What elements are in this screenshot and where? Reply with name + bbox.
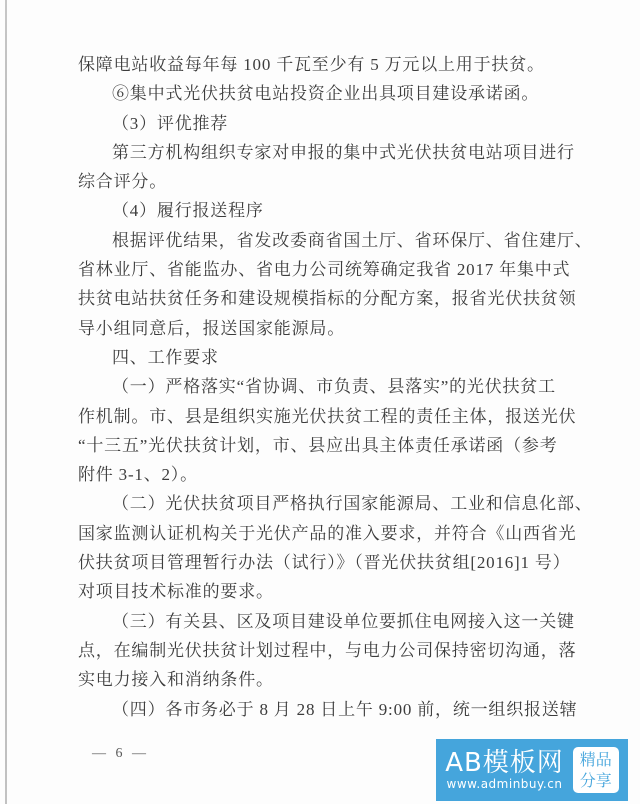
text-line: 扶贫电站扶贫任务和建设规模指标的分配方案，报省光伏扶贫领 (78, 289, 577, 309)
watermark-site-name: AB模板网 (445, 748, 564, 778)
watermark-badge-line: 精品 (579, 750, 612, 769)
text-line: 作机制。市、县是组织实施光伏扶贫工程的责任主体，报送光伏 (78, 406, 577, 426)
watermark-site (445, 749, 564, 791)
text-line: （一）严格落实“省协调、市负责、县落实”的光伏扶贫工 (112, 377, 556, 397)
text-line: 对项目技术标准的要求。 (78, 582, 274, 602)
section-heading: 四、工作要求 (112, 347, 219, 367)
page-edge-line (5, 0, 7, 804)
text-line: 根据评优结果，省发改委商省国土厅、省环保厅、省住建厅、 (112, 230, 593, 250)
text-line: 第三方机构组织专家对申报的集中式光伏扶贫电站项目进行 (112, 142, 575, 162)
text-line: （四）各市务必于 8 月 28 日上午 9:00 前，统一组织报送辖 (112, 699, 578, 719)
text-line: 保障电站收益每年每 100 千瓦至少有 5 万元以上用于扶贫。 (78, 55, 545, 74)
page-number: — 6 — (92, 746, 149, 761)
text-line: 伏扶贫项目管理暂行办法（试行）》（晋光伏扶贫组[2016]1 号） (78, 553, 571, 573)
text-line: 省林业厅、省能监办、省电力公司统筹确定我省 2017 年集中式 (78, 260, 571, 280)
watermark-banner (436, 739, 628, 801)
watermark-badge (573, 747, 619, 793)
text-line: 点，在编制光伏扶贫计划过程中，与电力公司保持密切沟通，落 (78, 640, 577, 660)
text-line: （二）光伏扶贫项目严格执行国家能源局、工业和信息化部、 (112, 494, 593, 514)
text-line: “十三五”光伏扶贫计划，市、县应出具主体责任承诺函（参考 (78, 435, 558, 455)
watermark-badge-line: 分享 (579, 771, 612, 790)
text-line: 导小组同意后，报送国家能源局。 (78, 318, 345, 338)
text-line: （3）评优推荐 (112, 113, 229, 133)
watermark-site-url: www.adminbuy.cn (446, 777, 563, 791)
text-line: （三）有关县、区及项目建设单位要抓住电网接入这一关键 (112, 611, 575, 631)
text-line: （4）履行报送程序 (112, 201, 264, 221)
document-body (78, 50, 593, 724)
text-line: 实电力接入和消纳条件。 (78, 670, 274, 690)
text-line: ⑥集中式光伏扶贫电站投资企业出具项目建设承诺函。 (112, 84, 540, 104)
text-line: 综合评分。 (78, 172, 167, 192)
text-line: 国家监测认证机构关于光伏产品的准入要求，并符合《山西省光 (78, 523, 577, 543)
text-line: 附件 3-1、2）。 (78, 465, 198, 485)
